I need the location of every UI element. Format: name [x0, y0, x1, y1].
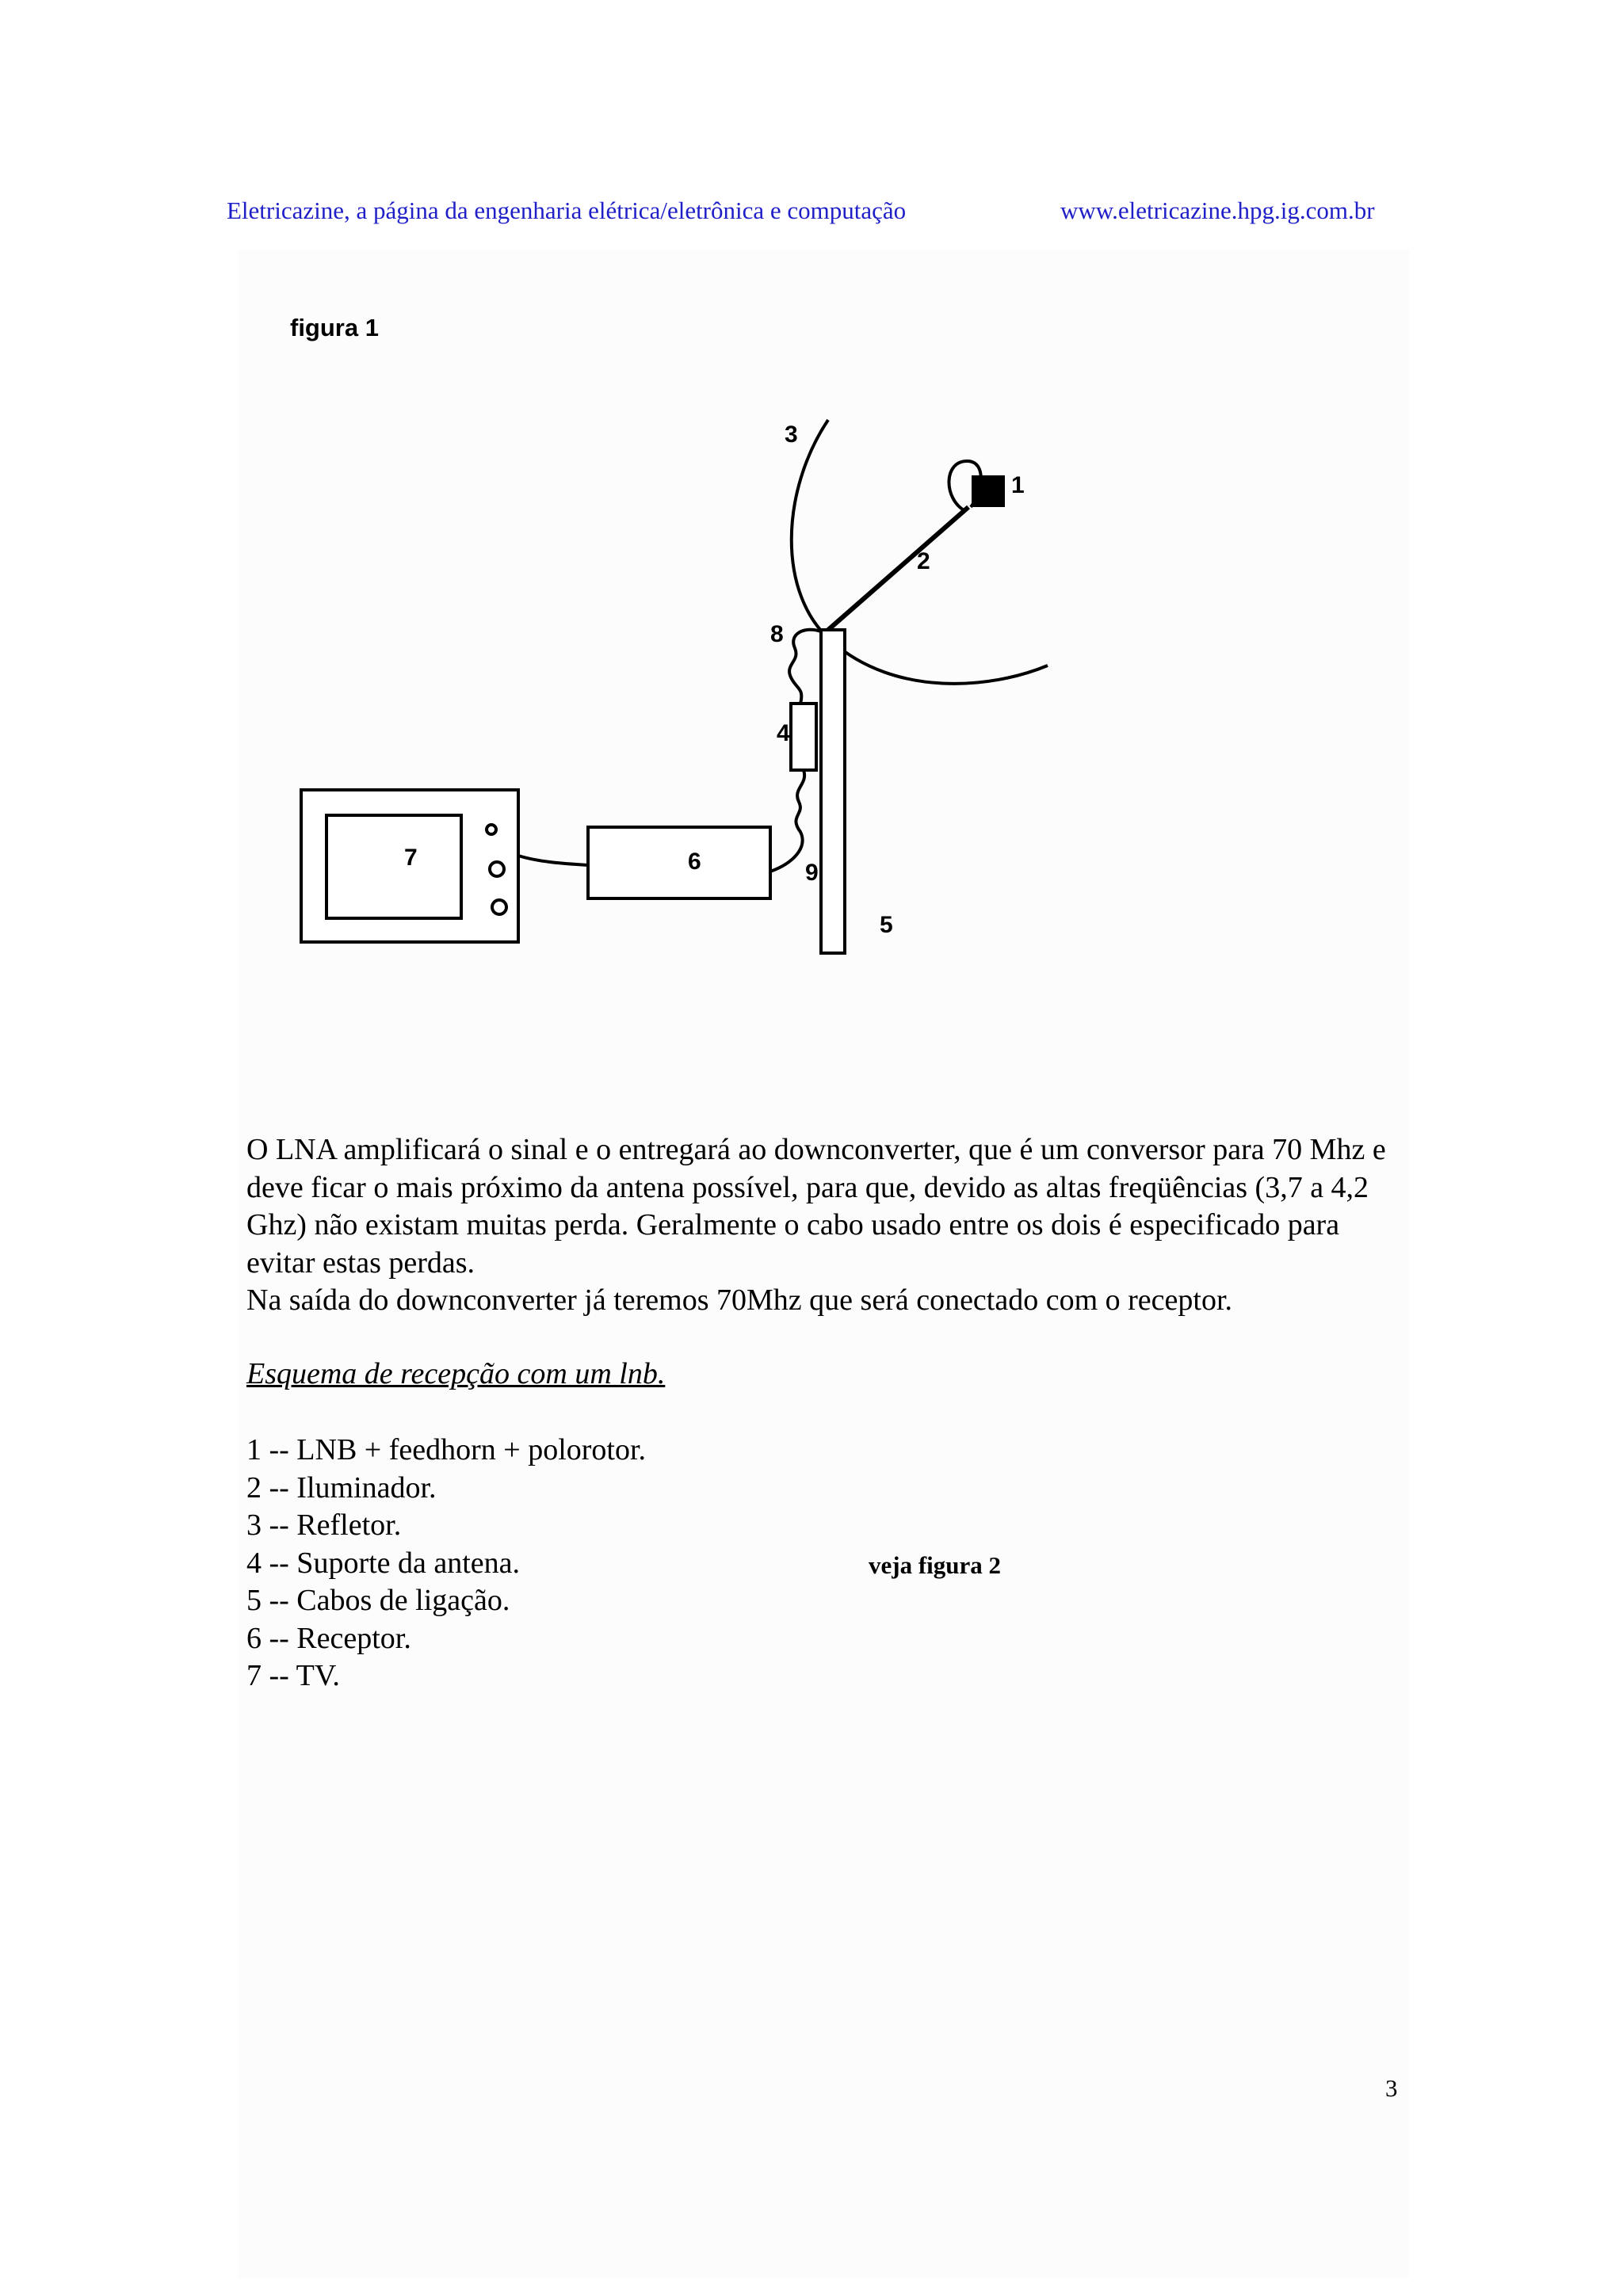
- cable-8: [789, 630, 821, 704]
- page-number: 3: [1385, 2074, 1398, 2102]
- label-9: 9: [805, 860, 819, 886]
- scheme-title: Esquema de recepção com um lnb.: [246, 1357, 666, 1390]
- legend-item: 7 -- TV.: [246, 1659, 340, 1692]
- legend-item: 3 -- Refletor.: [246, 1508, 402, 1542]
- antenna-support: [791, 704, 816, 770]
- legend-item: 2 -- Iluminador.: [246, 1470, 437, 1505]
- cable-9: [770, 770, 804, 871]
- illuminator-arm: [828, 507, 968, 630]
- figure-caption: figura 1: [290, 314, 379, 341]
- label-2: 2: [917, 548, 930, 574]
- legend-item: 6 -- Receptor.: [246, 1621, 411, 1655]
- tv-screen: [327, 815, 461, 918]
- lnb-block: [972, 475, 1005, 507]
- body-paragraph-1: O LNA amplificará o sinal e o entregará ao downconverter, que é um conversor para 70 Mhz e deve ficar o mais próximo da antena possível, para que, devido as altas freqüências (3,7 a 4,2 Ghz) não existam muitas perda. Geralmente o cabo usado entre os dois é especificado para evitar estas perdas.: [246, 1133, 1386, 1280]
- label-5: 5: [880, 912, 893, 938]
- cable-tv-receiver: [518, 856, 588, 865]
- legend-item: 1 -- LNB + feedhorn + polorotor.: [246, 1433, 647, 1466]
- body-text: [227, 1131, 1400, 1320]
- header-site-title: Eletricazine, a página da engenharia elétrica/eletrônica e computação: [227, 196, 907, 224]
- legend-item: 5 -- Cabos de ligação.: [246, 1584, 510, 1617]
- receiver-box: [588, 827, 770, 898]
- label-3: 3: [785, 421, 798, 448]
- label-6: 6: [688, 849, 701, 875]
- see-figure-note: veja figura 2: [869, 1551, 1002, 1579]
- legend-item: 4 -- Suporte da antena.: [246, 1546, 521, 1580]
- label-4: 4: [777, 720, 790, 746]
- antenna-mast: [821, 630, 845, 953]
- label-1: 1: [1011, 472, 1025, 498]
- label-8: 8: [770, 621, 784, 647]
- label-7: 7: [404, 845, 418, 871]
- body-paragraph-2: Na saída do downconverter já teremos 70Mhz que será conectado com o receptor.: [246, 1283, 1233, 1317]
- legend-list: [246, 1432, 646, 1695]
- header-site-url: www.eletricazine.hpg.ig.com.br: [1060, 196, 1375, 224]
